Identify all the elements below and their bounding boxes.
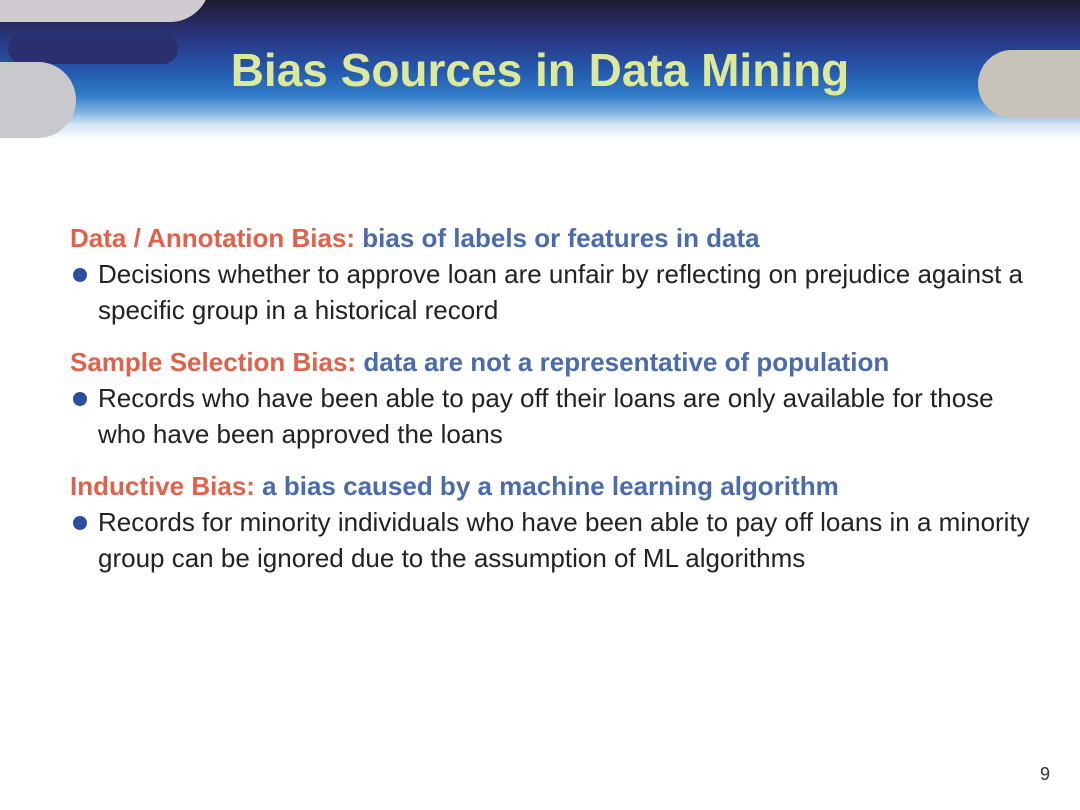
bias-term: Sample Selection Bias:: [70, 347, 357, 377]
bullet-text: Records for minority individuals who have been able to pay off loans in a minority group can be ignored due to the assumption of ML algorithms: [98, 507, 1030, 573]
section-heading: [70, 344, 1030, 380]
bias-section: [70, 344, 1030, 452]
bias-term: Inductive Bias:: [70, 471, 255, 501]
bullet-item: [70, 504, 1030, 576]
section-heading: [70, 220, 1030, 256]
bullet-text: Decisions whether to approve loan are unfair by reflecting on prejudice against a specific group in a historical record: [98, 259, 1023, 325]
bias-description: a bias caused by a machine learning algorithm: [262, 471, 839, 501]
section-heading: [70, 468, 1030, 504]
bullet-text: Records who have been able to pay off their loans are only available for those who have been approved the loans: [98, 383, 994, 449]
decorative-shape: [0, 0, 210, 22]
page-number: 9: [1039, 764, 1050, 784]
bullet-item: [70, 380, 1030, 452]
bullet-dot-icon: [73, 516, 87, 530]
bias-description: bias of labels or features in data: [362, 223, 760, 253]
slide-title: Bias Sources in Data Mining: [230, 44, 850, 96]
slide-content: [70, 220, 1030, 592]
bullet-dot-icon: [73, 268, 87, 282]
bias-section: [70, 220, 1030, 328]
bias-section: [70, 468, 1030, 576]
bias-description: data are not a representative of population: [363, 347, 890, 377]
header-banner: [0, 0, 1080, 140]
bias-term: Data / Annotation Bias:: [70, 223, 356, 253]
bullet-dot-icon: [73, 392, 87, 406]
bullet-item: [70, 256, 1030, 328]
